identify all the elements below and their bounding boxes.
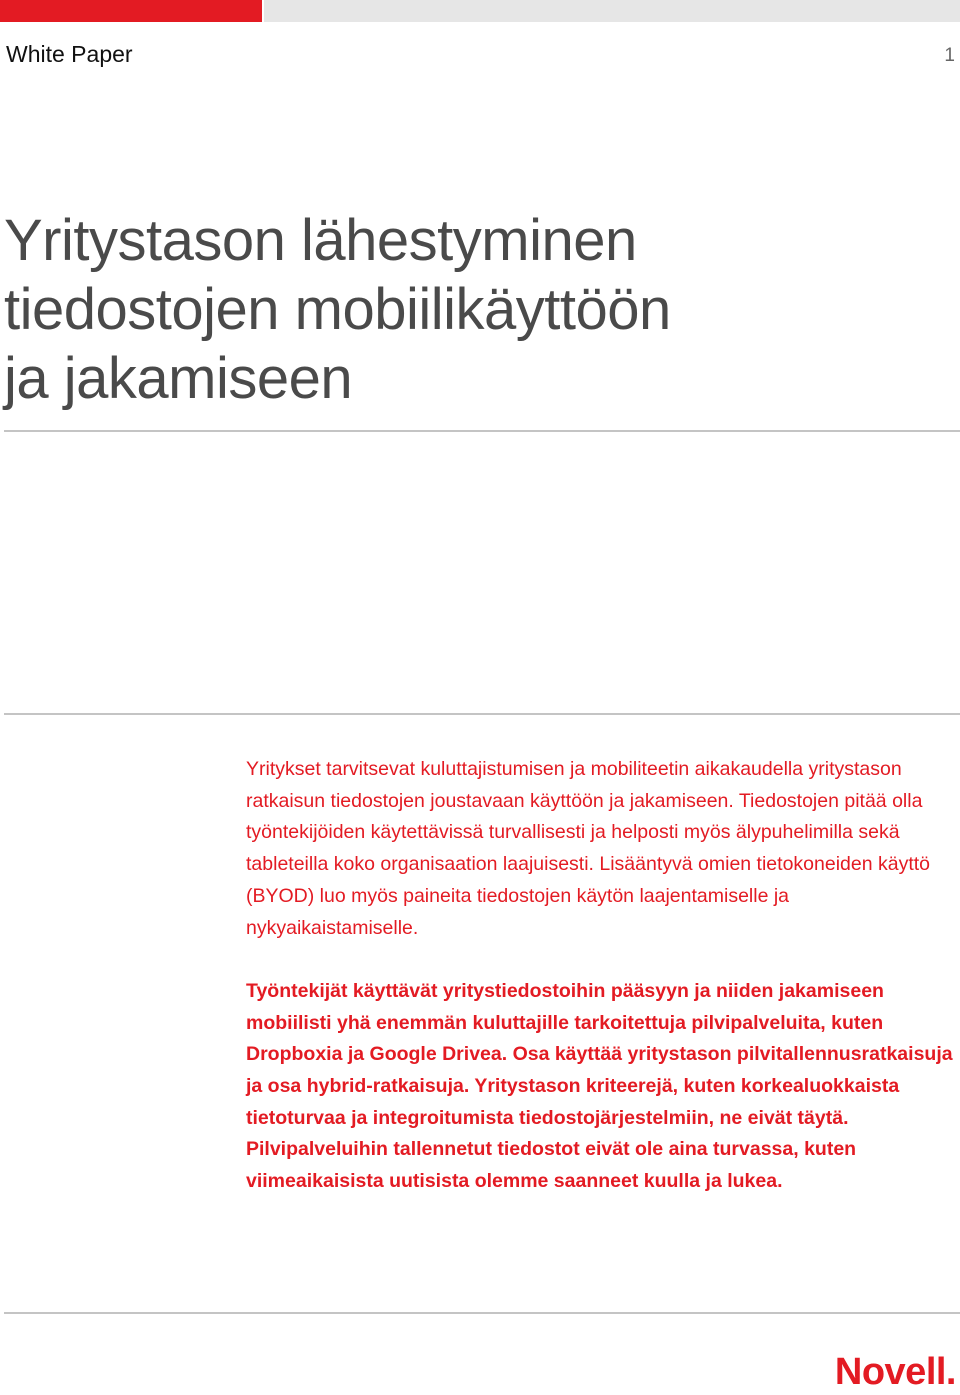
page-number: 1: [944, 45, 955, 66]
divider: [4, 713, 960, 715]
document-type-label: White Paper: [6, 41, 133, 67]
body-text: [246, 754, 958, 1198]
intro-paragraph: Yritykset tarvitsevat kuluttajistumisen ja mobiliteetin aikakaudella yritystason ratkaisun tiedostojen joustavaan käyttöön ja jakamiseen. Tiedostojen pitää olla työntekijöiden käytettävissä turvallisesti ja helposti myös älypuhelimilla sekä tableteilla koko organisaation laajuisesti. Lisääntyvä omien tietokoneiden käyttö (BYOD) luo myös paineita tiedostojen käytön laajentamiselle ja nykyaikaistamiselle.: [246, 758, 931, 939]
header-gray-bar: [264, 0, 960, 22]
page-title: [4, 206, 944, 413]
divider: [4, 430, 960, 432]
header-accent-bar: [0, 0, 262, 22]
lead-paragraph: Työntekijät käyttävät yritystiedostoihin pääsyyn ja niiden jakamiseen mobiilisti yhä enemmän kuluttajille tarkoitettuja pilvipalveluita, kuten Dropboxia ja Google Drivea. Osa käyttää yritystason pilvitallennusratkaisuja ja osa hybrid-ratkaisuja. Yritystason kriteerejä, kuten korkealuokkaista tietoturvaa ja integroitumista tiedostojärjestelmiin, ne eivät täytä. Pilvipalveluihin tallennetut tiedostot eivät ole aina turvassa, kuten viimeaikaisista uutisista olemme saanneet kuulla ja lukea.: [246, 979, 953, 1193]
title-line: Yritystason lähestyminen: [4, 208, 637, 273]
title-line: ja jakamiseen: [4, 346, 353, 411]
novell-logo: Novell.: [834, 1351, 956, 1393]
divider: [4, 1312, 960, 1314]
title-line: tiedostojen mobiilikäyttöön: [4, 277, 671, 342]
